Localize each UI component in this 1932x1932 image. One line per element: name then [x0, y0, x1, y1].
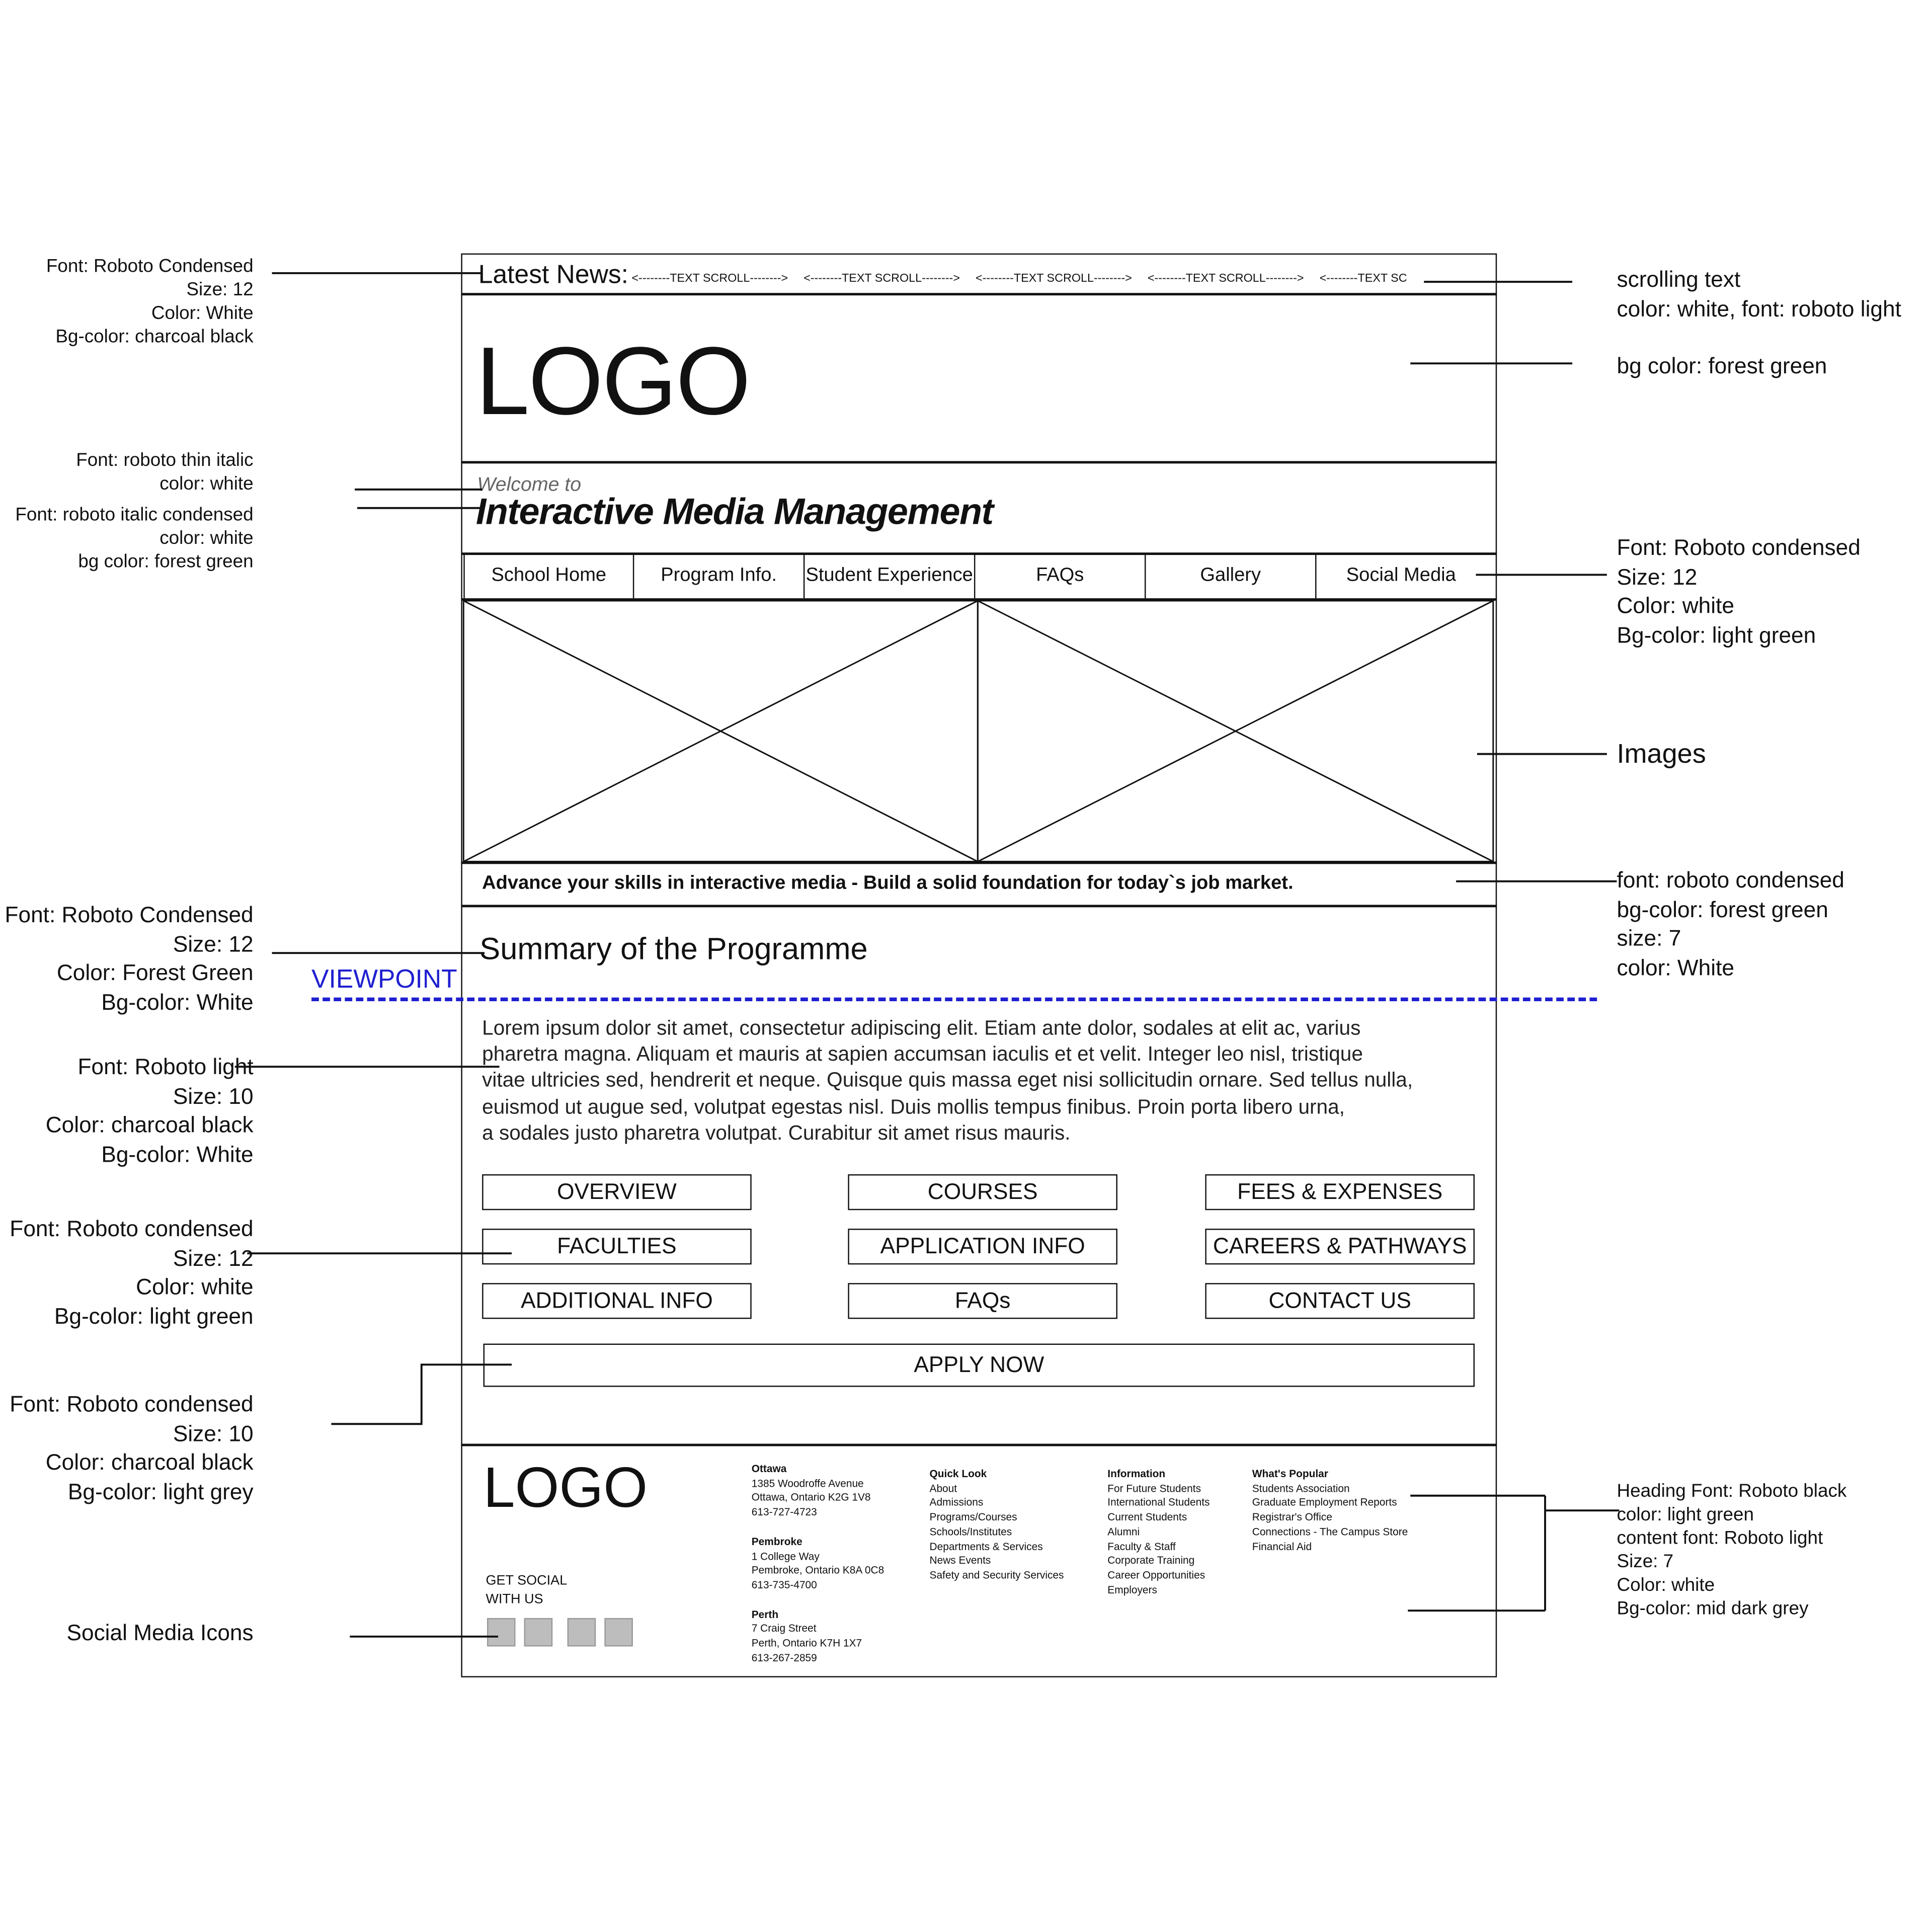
tagline: Advance your skills in interactive media - Build a solid foundation for today`s job market.: [482, 872, 1294, 894]
social-icon-4[interactable]: [604, 1618, 633, 1647]
annotation-header-bg: bg color: forest green: [1617, 353, 1827, 378]
fees-expenses-button[interactable]: FEES & EXPENSES: [1205, 1174, 1475, 1210]
footer-social-text: [486, 1572, 568, 1609]
footer-link[interactable]: Graduate Employment Reports: [1252, 1496, 1397, 1509]
annotation-line: Font: Roboto condensed: [10, 1216, 254, 1241]
annotation-line: Color: white: [136, 1274, 254, 1300]
annotation-line: Color: Forest Green: [56, 960, 254, 986]
annotation-line: font: roboto condensed: [1617, 867, 1844, 893]
nav-label: School Home: [491, 565, 607, 586]
application-info-button[interactable]: APPLICATION INFO: [848, 1229, 1117, 1264]
annotation-line: Size: 12: [173, 931, 254, 956]
annotation-line: color: white: [159, 473, 254, 495]
footer-link[interactable]: Connections - The Campus Store: [1252, 1525, 1408, 1538]
annotation-line: scrolling text: [1617, 267, 1741, 292]
annotation-line: Font: Roboto condensed: [1617, 535, 1861, 560]
footer-link[interactable]: News Events: [929, 1554, 991, 1567]
body-line: euismod ut augue sed, volutpat egestas nisl. Duis mollis tempus finibus. Proin porta libero urna,: [482, 1096, 1345, 1118]
body-line: pharetra magna. Aliquam et mauris at sapien accumsan iaculis et et velit. Integer leo nisl, tristique: [482, 1043, 1363, 1066]
body-line: Lorem ipsum dolor sit amet, consectetur adipiscing elit. Etiam ante dolor, sodales at elit ac, varius: [482, 1017, 1361, 1040]
annotation-social-icons: Social Media Icons: [66, 1620, 254, 1646]
image-placeholder-right[interactable]: [978, 601, 1493, 861]
annotation-line: Color: white: [1617, 1574, 1715, 1596]
annotation-line: Bg-color: White: [101, 1142, 254, 1167]
annotation-line: Bg-color: light green: [1617, 623, 1816, 648]
location-line: 613-267-2859: [751, 1651, 817, 1664]
courses-button[interactable]: COURSES: [848, 1174, 1117, 1210]
annotation-line: color: White: [1617, 955, 1734, 981]
social-icon-3[interactable]: [568, 1618, 596, 1647]
footer-information: [1107, 1467, 1210, 1597]
nav-label: FAQs: [1036, 565, 1084, 586]
footer-link[interactable]: Corporate Training: [1107, 1554, 1195, 1567]
annotation-line: Bg-color: light green: [54, 1304, 254, 1329]
annotation-images: Images: [1617, 738, 1706, 769]
ticker-item: <--------TEXT SCROLL-------->: [631, 272, 788, 286]
footer-link[interactable]: Employers: [1107, 1583, 1157, 1595]
location-line: 1385 Woodroffe Avenue: [751, 1477, 864, 1489]
footer-logo[interactable]: LOGO: [483, 1455, 648, 1519]
footer-link[interactable]: Career Opportunities: [1107, 1568, 1205, 1581]
footer-link[interactable]: International Students: [1107, 1496, 1210, 1509]
ticker-item: <--------TEXT SC: [1319, 272, 1407, 286]
annotation-line: Bg-color: charcoal black: [55, 326, 254, 348]
location-line: 613-727-4723: [751, 1505, 817, 1518]
annotation-line: color: light green: [1617, 1504, 1754, 1525]
welcome-subtitle: Welcome to: [477, 474, 582, 496]
annotation-line: Font: Roboto Condensed: [46, 256, 254, 277]
social-line: GET SOCIAL: [486, 1573, 568, 1588]
footer-whats-popular: [1252, 1467, 1408, 1554]
viewpoint-line: [311, 998, 1597, 1001]
footer-locations: [752, 1462, 884, 1665]
footer-link[interactable]: Admissions: [929, 1496, 984, 1509]
careers-pathways-button[interactable]: CAREERS & PATHWAYS: [1205, 1229, 1475, 1264]
footer-link[interactable]: Programs/Courses: [929, 1510, 1017, 1523]
location-line: Pembroke, Ontario K8A 0C8: [751, 1564, 884, 1576]
annotation-line: Font: Roboto light: [77, 1054, 254, 1079]
footer-link[interactable]: Departments & Services: [929, 1539, 1043, 1552]
footer-heading: What's Popular: [1252, 1467, 1328, 1480]
location-name: Perth: [751, 1607, 779, 1620]
annotation-line: content font: Roboto light: [1617, 1527, 1823, 1549]
annotation-line: Size: 12: [1617, 565, 1698, 590]
footer-heading: Information: [1107, 1467, 1166, 1480]
summary-body: [482, 1016, 1413, 1147]
footer-link[interactable]: Financial Aid: [1252, 1539, 1312, 1552]
nav-label: Gallery: [1200, 565, 1261, 586]
annotation-line: Heading Font: Roboto black: [1617, 1481, 1847, 1502]
footer-link[interactable]: Alumni: [1107, 1525, 1140, 1538]
annotation-line: Font: Roboto condensed: [10, 1392, 254, 1417]
ticker-item: <--------TEXT SCROLL-------->: [803, 272, 960, 286]
faculties-button[interactable]: FACULTIES: [482, 1229, 752, 1264]
overview-button[interactable]: OVERVIEW: [482, 1174, 752, 1210]
annotation-line: size: 7: [1617, 926, 1681, 951]
footer-link[interactable]: For Future Students: [1107, 1481, 1201, 1494]
footer-link[interactable]: Faculty & Staff: [1107, 1539, 1176, 1552]
social-icon-1[interactable]: [487, 1618, 516, 1647]
footer-link[interactable]: Students Association: [1252, 1481, 1350, 1494]
header-logo[interactable]: LOGO: [475, 326, 750, 435]
location-line: Ottawa, Ontario K2G 1V8: [751, 1491, 871, 1504]
footer-link[interactable]: Registrar's Office: [1252, 1510, 1332, 1523]
social-icon-2[interactable]: [524, 1618, 553, 1647]
annotation-line: Size: 12: [173, 1245, 254, 1270]
annotation-line: Bg-color: light grey: [67, 1480, 254, 1505]
additional-info-button[interactable]: ADDITIONAL INFO: [482, 1283, 752, 1319]
footer-quick-look: [930, 1467, 1064, 1583]
location-name: Pembroke: [751, 1535, 802, 1548]
social-line: WITH US: [486, 1592, 543, 1607]
location-line: 1 College Way: [751, 1549, 820, 1562]
ticker-item: <--------TEXT SCROLL-------->: [976, 272, 1132, 286]
annotation-line: Bg-color: mid dark grey: [1617, 1598, 1809, 1620]
annotation-line: Size: 10: [173, 1421, 254, 1446]
annotation-line: color: white: [159, 528, 254, 549]
annotation-line: Size: 7: [1617, 1551, 1674, 1573]
nav-label: Social Media: [1346, 565, 1456, 586]
ticker-item: <--------TEXT SCROLL-------->: [1147, 272, 1304, 286]
program-title: Interactive Media Management: [475, 492, 993, 533]
nav-label: Program Info.: [661, 565, 777, 586]
location-line: Perth, Ontario K7H 1X7: [751, 1636, 862, 1649]
annotation-line: bg color: forest green: [78, 551, 254, 573]
body-line: vitae ultricies sed, hendrerit et neque. Quisque quis massa eget nisi sollicitudin ornare. Sed tellus nulla,: [482, 1070, 1413, 1092]
annotation-line: Bg-color: White: [101, 990, 254, 1015]
location-line: 613-735-4700: [751, 1578, 817, 1591]
annotation-line: Color: white: [1617, 594, 1735, 619]
annotation-line: Color: White: [151, 302, 254, 324]
annotation-line: Color: charcoal black: [45, 1113, 254, 1138]
annotation-line: Size: 10: [173, 1083, 254, 1109]
footer-link[interactable]: Current Students: [1107, 1510, 1187, 1523]
apply-now-button[interactable]: APPLY NOW: [484, 1344, 1475, 1387]
news-ticker-label: Latest News:: [478, 261, 629, 289]
faqs-button[interactable]: FAQs: [848, 1283, 1117, 1319]
annotation-line: Size: 12: [186, 279, 254, 301]
annotation-line: bg-color: forest green: [1617, 897, 1828, 922]
annotation-line: Font: roboto italic condensed: [15, 504, 254, 526]
contact-us-button[interactable]: CONTACT US: [1205, 1283, 1475, 1319]
summary-heading: Summary of the Programme: [479, 932, 868, 967]
body-line: a sodales justo pharetra volutpat. Curabitur sit amet risus mauris.: [482, 1122, 1071, 1145]
annotation-line: Color: charcoal black: [45, 1450, 254, 1475]
annotation-line: Font: Roboto Condensed: [5, 902, 254, 927]
location-name: Ottawa: [751, 1462, 787, 1475]
annotation-line: Font: roboto thin italic: [76, 450, 254, 471]
viewpoint-label: VIEWPOINT: [311, 965, 457, 994]
footer-link[interactable]: Schools/Institutes: [929, 1525, 1012, 1538]
image-placeholder-left[interactable]: [463, 601, 978, 861]
footer-link[interactable]: Safety and Security Services: [929, 1568, 1064, 1581]
location-line: 7 Craig Street: [751, 1622, 817, 1635]
footer-heading: Quick Look: [929, 1467, 987, 1480]
nav-label: Student Experience: [806, 565, 973, 586]
footer-link[interactable]: About: [929, 1481, 957, 1494]
annotation-line: color: white, font: roboto light: [1617, 296, 1901, 321]
